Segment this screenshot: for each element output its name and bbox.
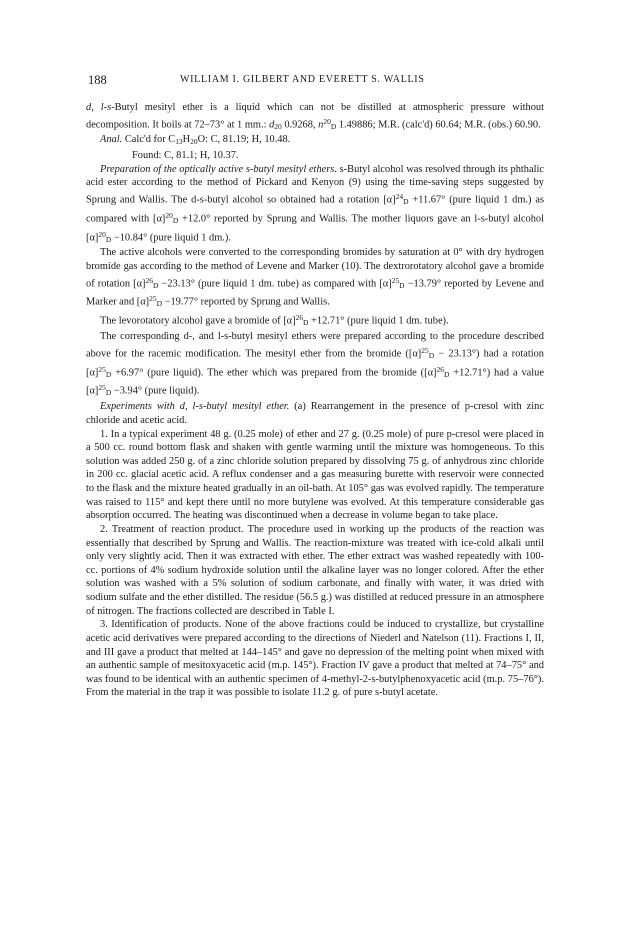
text-run: (a) Rearrangement in the presence of p-cresol with zinc chloride and acetic acid. — [86, 401, 544, 426]
text-run: −3.94° (pure liquid). — [111, 385, 200, 397]
subscript: 20 — [274, 121, 282, 131]
subscript: D — [105, 388, 112, 398]
subscript: D — [443, 369, 450, 379]
superscript: 24 — [395, 191, 404, 201]
subscript: 20 — [190, 137, 198, 147]
superscript: 26 — [145, 275, 153, 285]
text-run: − 23.13°) had a rotation [α] — [86, 348, 544, 378]
superscript: 25 — [421, 345, 429, 355]
paragraph-preparation — [86, 163, 544, 247]
subscript: D — [105, 234, 112, 244]
symbol-density: d — [269, 118, 275, 130]
paragraph-typical-experiment — [86, 428, 544, 523]
running-head: WILLIAM I. GILBERT AND EVERETT S. WALLIS — [180, 74, 425, 85]
section-heading-experiments: Experiments with d, l-s-butyl mesityl ether. — [100, 401, 290, 413]
superscript: 25 — [98, 383, 106, 393]
paragraph-bromides — [86, 246, 544, 311]
subscript: D — [330, 121, 337, 131]
subscript: D — [428, 350, 435, 360]
subscript: D — [399, 280, 405, 290]
text-run: +12.71° (pure liquid 1 dm. tube). — [308, 315, 449, 327]
superscript: 25 — [149, 294, 157, 304]
subscript: D — [172, 215, 179, 225]
superscript: 20 — [165, 210, 173, 220]
subscript: 13 — [175, 137, 183, 147]
page-number: 188 — [88, 73, 107, 87]
superscript: 25 — [98, 364, 106, 374]
superscript: 26 — [295, 313, 304, 323]
text-run: 1.49886; M.R. (calc'd) 60.64; M.R. (obs.) 60.90. — [336, 118, 541, 130]
text-run: The levorotatory alcohol gave a bromide of [α] — [100, 315, 296, 327]
text-run: 1. In a typical experiment 48 g. (0.25 mole) of ether and 27 g. (0.25 mole) of pure p-cresol were placed in a 500 cc. round bottom flask and shaken with gentle warming until the mixture was homogeneous. To this solution was added 250 g. of a zinc chloride solution prepared by dissolving 75 g. of anhydrous zinc chloride in 200 cc. glacial acetic acid. A reflux condenser and a gas measuring burette with reservoir were connected to the flask and the mixture heated gradually in an oil-bath. At 105° gas was evolved rapidly. The temperature was raised to 115° and kept there until no more butylene was evolved. At this temperature considerable gas absorption occurred. The heating was discontinued when a decrease in volume began to take place. — [86, 428, 544, 522]
paragraph-analysis-calcd — [86, 133, 544, 148]
paragraph-mesityl-ethers — [86, 330, 544, 400]
text-run: 3. Identification of products. None of the above fractions could be induced to crystallize, but crystalline acetic acid derivatives were prepared according to the directions of Niederl and Natelson (11). Fractions I, II, and III gave a product that melted at 144–145° and gave no depression of the melting point when mixed with an authentic sample of mesitoxyacetic acid (m.p. 145°). Fraction IV gave a product that melted at 74–75° and was found to be identical with an authentic specimen of 4-methyl-2-s-butylphenoxyacetic acid (m.p. 75–76°). From the material in the trap it was possible to isolate 11.2 g. of pure s-butyl acetate. — [86, 619, 544, 699]
subscript: D — [152, 280, 159, 290]
text-run: +11.67° (pure liquid 1 dm.) as compared with [α] — [86, 194, 545, 225]
subscript: D — [303, 318, 309, 328]
article-body — [86, 101, 544, 700]
text-run: The active alcohols were converted to the corresponding bromides by saturation at 0° with dry hydrogen bromide gas according to the method of Levene and Marker (10). The dextrorotatory alcohol gave a bromide of rotation [α] — [86, 247, 544, 289]
paragraph-experiments — [86, 400, 544, 427]
text-run: -Butyl mesityl ether is a liquid which can not be distilled at atmospheric pressure without decomposition. It boils at 72–73° at 1 mm.: — [86, 102, 544, 130]
superscript: 25 — [391, 275, 400, 285]
text-run: Found: C, 81.1; H, 10.37. — [132, 149, 239, 161]
paragraph-levorotatory — [86, 311, 544, 330]
text-run: The corresponding d-, and l-s-butyl mesityl ethers were prepared according to the procedure described above for the racemic modification. The mesityl ether from the bromide ([α] — [86, 331, 544, 360]
text-run: −10.84° (pure liquid 1 dm.). — [111, 231, 231, 243]
text-run: Calc'd for C — [122, 134, 176, 146]
paragraph-identification — [86, 618, 544, 700]
superscript: 26 — [436, 364, 444, 374]
paragraph-analysis-found — [86, 149, 544, 163]
subscript: D — [105, 369, 112, 379]
text-run: −23.13° (pure liquid 1 dm. tube) as compared with [α] — [158, 277, 392, 289]
paragraph-treatment — [86, 523, 544, 618]
text-run: d, l-s — [86, 102, 112, 113]
superscript: 20 — [323, 116, 331, 126]
subscript: D — [403, 197, 409, 207]
text-run: −13.79° reported by Levene and Marker and [α] — [86, 277, 544, 308]
text-run: −19.77° reported by Sprung and Wallis. — [162, 296, 330, 308]
section-heading-preparation: Preparation of the optically active s-butyl mesityl ethers. — [100, 163, 337, 175]
page-header — [88, 72, 543, 88]
label-analysis: Anal. — [100, 134, 123, 146]
text-run: 0.9268, — [281, 118, 319, 130]
paragraph-ether-properties — [86, 101, 544, 133]
subscript: D — [156, 299, 163, 309]
superscript: 20 — [98, 229, 106, 239]
symbol-refractive-index: n — [318, 118, 324, 130]
text-run: s-Butyl alcohol was resolved through its phthalic acid ester according to the method of Pickard and Kenyon (9) using the time-saving steps suggested by Sprung and Wallis. The d-s-butyl alcohol so obtained had a rotation [α] — [86, 163, 544, 206]
text-run: +6.97° (pure liquid). The ether which was prepared from the bromide ([α] — [111, 366, 437, 378]
text-run: +12.71°) had a value [α] — [86, 366, 544, 397]
text-run: +12.0° reported by Sprung and Wallis. The mother liquors gave an l-s-butyl alcohol [α] — [86, 213, 544, 243]
text-run: O: C, 81.19; H, 10.48. — [197, 134, 291, 146]
text-run: H — [182, 134, 191, 146]
text-run: 2. Treatment of reaction product. The procedure used in working up the products of the reaction was essentially that described by Sprung and Wallis. The reaction-mixture was treated with ice-cold alkali until only very slightly acid. Then it was extracted with ether. The ether extract was washed repeatedly with 100-cc. portions of 4% sodium hydroxide solution until the alkaline layer was no longer colored. After the ether solution was washed with a 5% solution of sodium carbonate, and finally with water, it was dried with sodium sulfate and the ether distilled. The residue (56.5 g.) was distilled at reduced pressure in an atmosphere of nitrogen. The fractions collected are described in Table I. — [86, 523, 544, 617]
